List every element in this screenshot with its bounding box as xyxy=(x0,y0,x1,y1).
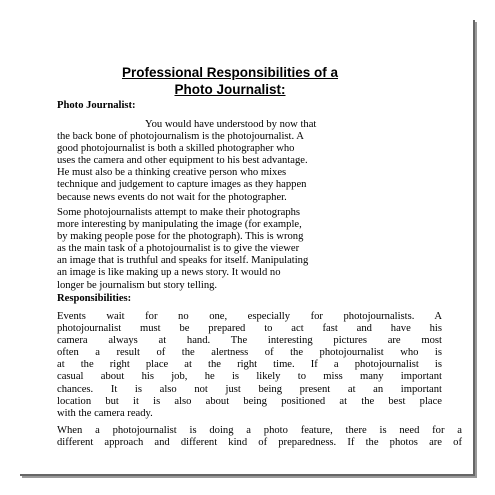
paragraph-line: good photojournalist is both a skilled photographer who xyxy=(57,143,295,155)
paragraph-line: camera always at hand. The interesting pictures are most xyxy=(57,335,442,347)
title-line-1: Professional Responsibilities of a xyxy=(121,65,339,80)
paragraph-4 xyxy=(57,425,467,449)
paragraph-line: casual about his job, he is likely to miss many important xyxy=(57,371,442,383)
paragraph-line: uses the camera and other equipment to his best advantage. xyxy=(57,155,308,167)
section-heading-responsibilities: Responsibilities: xyxy=(57,293,132,304)
paragraph-line: because news events do not wait for the photographer. xyxy=(57,191,287,203)
paragraph-line: often a result of the alertness of the photojournalist who is xyxy=(57,347,442,359)
paragraph-1 xyxy=(57,119,467,204)
paragraph-line: When a photojournalist is doing a photo feature, there is need for a xyxy=(57,425,462,436)
paragraph-line: chances. It is also not just being present at an important xyxy=(57,383,442,395)
paragraph-line: longer be journalism but story telling. xyxy=(57,279,218,291)
paragraph-line: Events wait for no one, especially for photojournalists. A xyxy=(57,311,442,322)
paragraph-line: You would have understood by now that xyxy=(145,119,317,130)
paragraph-line: by making people pose for the photograph). This is wrong xyxy=(57,231,304,243)
title-line-2: Photo Journalist: xyxy=(174,82,286,97)
paragraph-line: at the right place at the right time. If a photojournalist is xyxy=(57,359,442,371)
document-title xyxy=(80,64,380,98)
paragraph-line: technique and judgement to capture images as they happen xyxy=(57,179,307,191)
paragraph-line: different approach and different kind of preparedness. If the photos are of xyxy=(57,437,462,449)
paragraph-line: with the camera ready. xyxy=(57,407,153,419)
paragraph-line: location but it is also about being positioned at the best place xyxy=(57,395,442,407)
paragraph-line: more interesting by manipulating the image (for example, xyxy=(57,219,302,231)
paragraph-line: photojournalist must be prepared to act fast and have his xyxy=(57,323,442,335)
paragraph-line: Some photojournalists attempt to make their photographs xyxy=(57,207,301,218)
section-heading-photo-journalist: Photo Journalist: xyxy=(57,100,136,111)
paragraph-2 xyxy=(57,207,467,292)
paragraph-line: an image that is truthful and speaks for itself. Manipulating xyxy=(57,255,309,267)
paragraph-line: the back bone of photojournalism is the photojournalist. A xyxy=(57,131,304,143)
paragraph-line: an image is like making up a news story. It would no xyxy=(57,267,281,279)
paragraph-line: as the main task of a photojournalist is to give the viewer xyxy=(57,243,300,255)
paragraph-line: He must also be a thinking creative person who mixes xyxy=(57,167,287,179)
document-page xyxy=(20,20,475,476)
paragraph-3 xyxy=(57,311,467,420)
